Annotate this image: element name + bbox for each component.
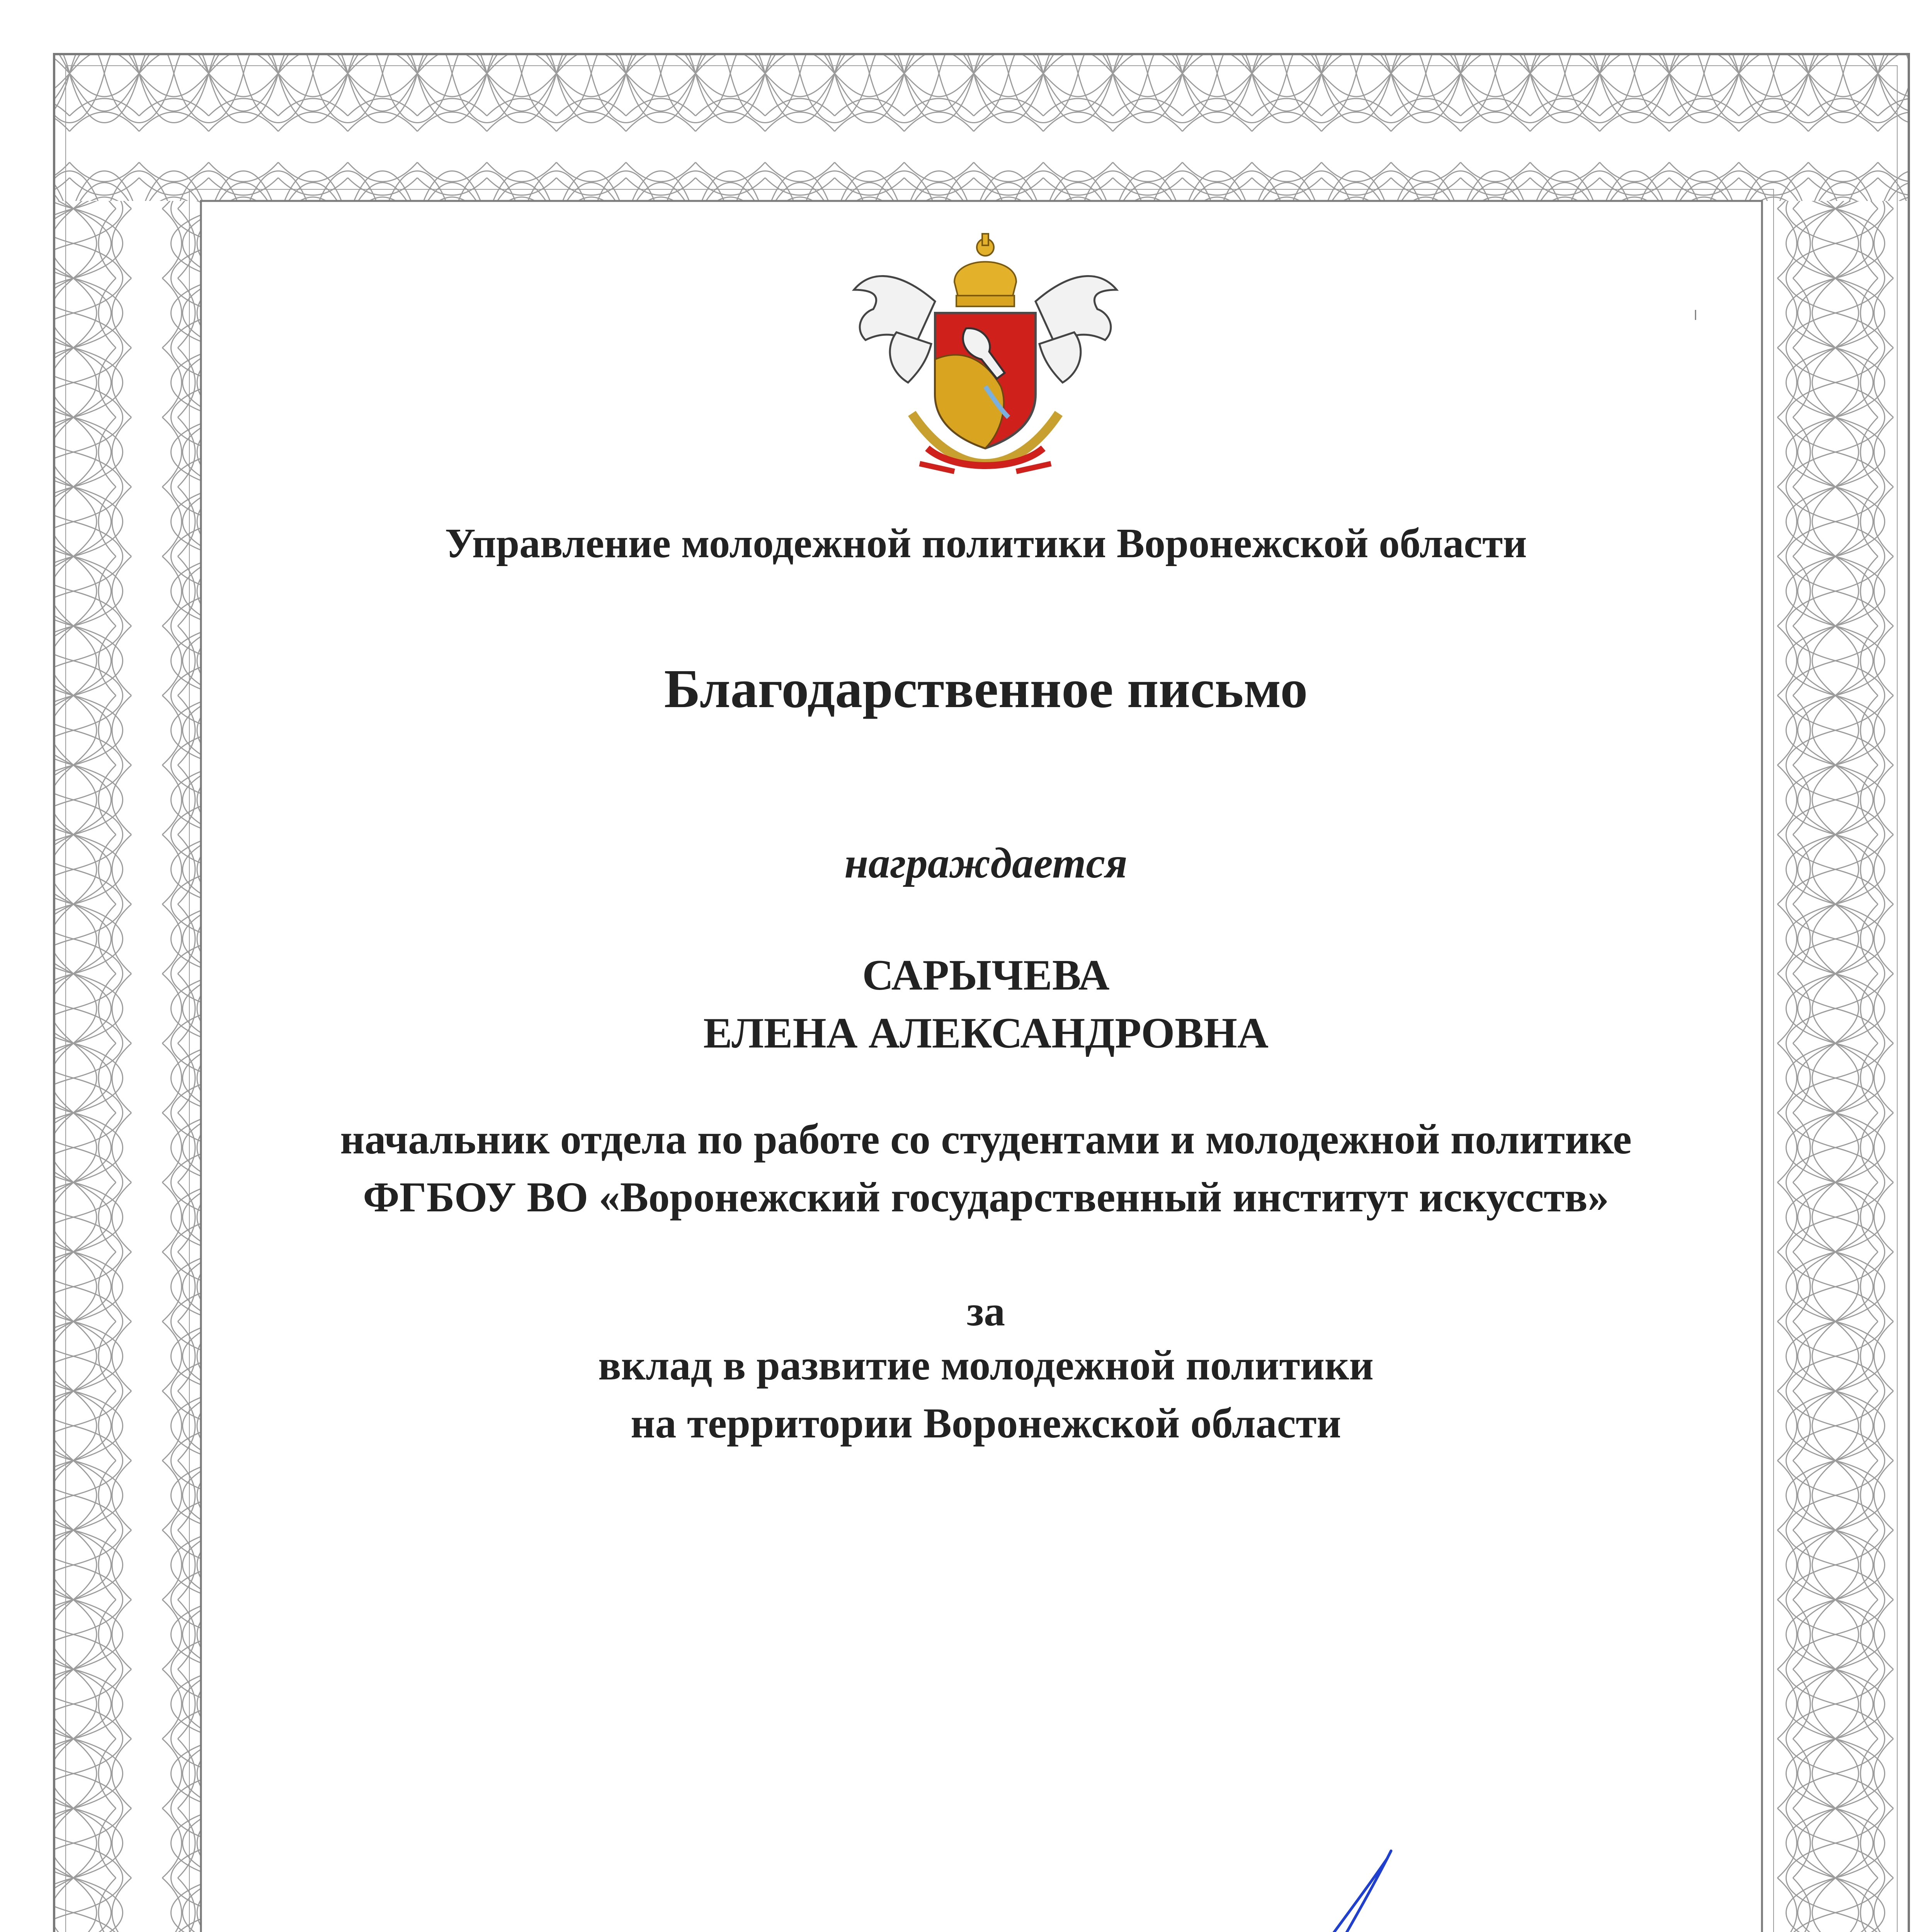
award-reason-line: вклад в развитие молодежной политики [598, 1342, 1374, 1389]
recipient-given-names: ЕЛЕНА АЛЕКСАНДРОВНА [703, 1009, 1269, 1057]
issuing-organization: Управление молодежной политики Воронежской области [445, 520, 1527, 566]
recipient-position-line: начальник отдела по работе со студентами и молодежной политике [340, 1116, 1632, 1163]
border-left [54, 201, 201, 1932]
recipient-institution-line: ФГБОУ ВО «Воронежский государственный институт искусств» [363, 1173, 1609, 1221]
document-title: Благодарственное письмо [664, 658, 1308, 719]
award-reason-line: на территории Воронежской области [631, 1400, 1341, 1447]
border-top [54, 54, 1909, 201]
border-right [1762, 201, 1909, 1932]
awarded-label: награждается [844, 839, 1128, 887]
recipient-surname: САРЫЧЕВА [862, 951, 1110, 999]
for-word: за [966, 1287, 1005, 1335]
scan-mark [1692, 309, 1699, 321]
handwritten-signature [997, 1835, 1441, 1932]
coat-of-arms-emblem [838, 232, 1132, 479]
